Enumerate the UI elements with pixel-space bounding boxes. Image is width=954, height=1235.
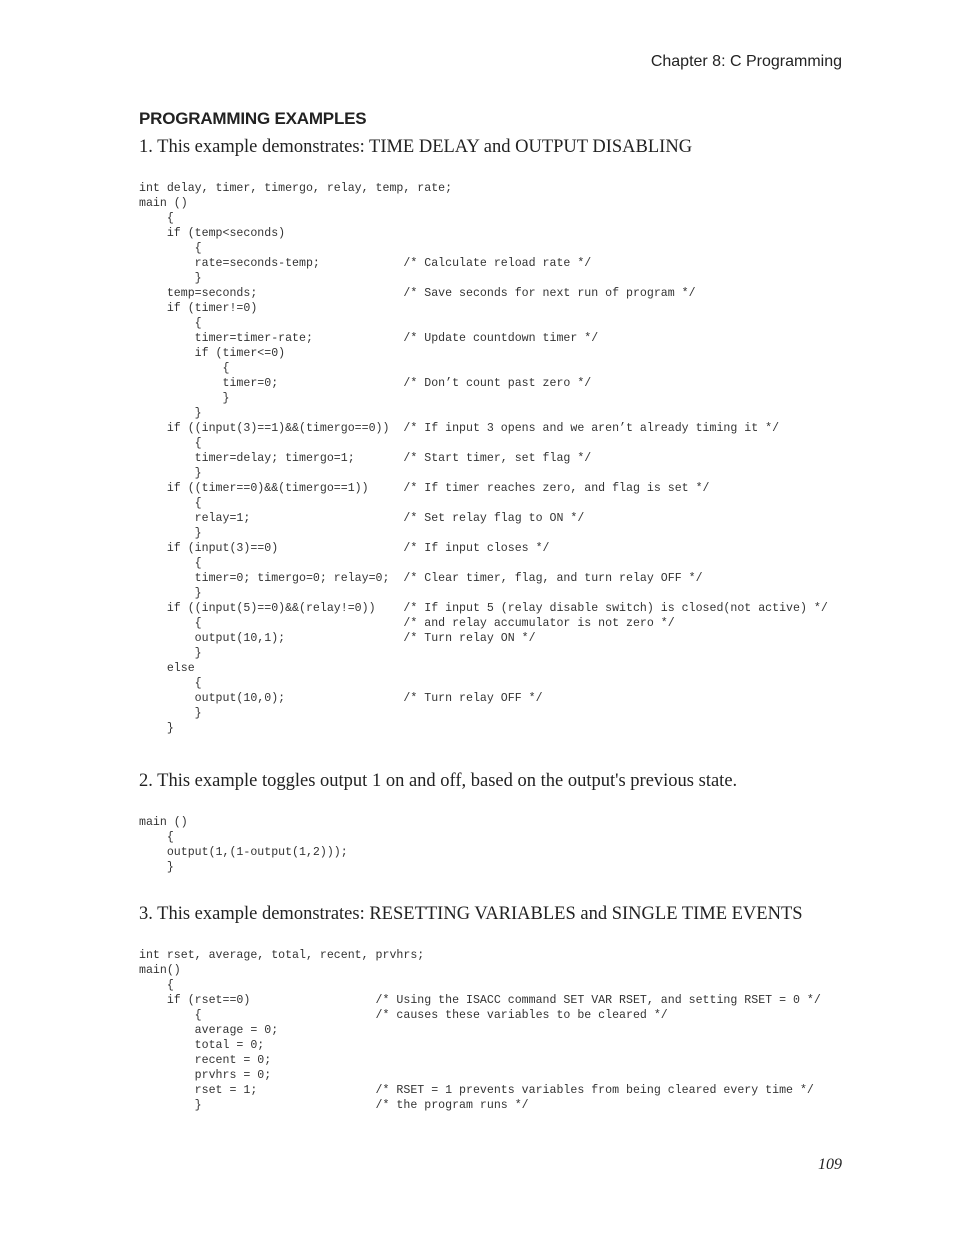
- page-number: 109: [818, 1156, 842, 1173]
- example-1-code-block: int delay, timer, timergo, relay, temp, rate; main () { if (temp<seconds) { rate=seconds-temp; /* Calculate reload rate */ } temp=seconds; /* Save seconds for next run of program */ if (timer!=0) { timer=timer-rate; /* Update countdown timer */ if (timer<=0) { timer=0; /* Don’t count past zero */ } } if ((input(3)==1)&&(timergo==0)) /* If input 3 opens and we aren’t already timing it */ { timer=delay; timergo=1; /* Start timer, set flag */ } if ((timer==0)&&(timergo==1)) /* If timer reaches zero, and flag is set */ { relay=1; /* Set relay flag to ON */ } if (input(3)==0) /* If input closes */ { timer=0; timergo=0; relay=0; /* Clear timer, flag, and turn relay OFF */ } if ((input(5)==0)&&(relay!=0)) /* If input 5 (relay disable switch) is closed(not active) */ { /* and relay accumulator is not zero */ output(10,1); /* Turn relay ON */ } else { output(10,0); /* Turn relay OFF */ } }: [139, 182, 828, 735]
- running-header: Chapter 8: C Programming: [650, 53, 842, 70]
- example-2-heading: 2. This example toggles output 1 on and off, based on the output's previous state.: [139, 771, 738, 791]
- example-3-heading: 3. This example demonstrates: RESETTING VARIABLES and SINGLE TIME EVENTS: [139, 904, 803, 924]
- example-1-heading: 1. This example demonstrates: TIME DELAY and OUTPUT DISABLING: [139, 137, 693, 157]
- example-3-code-block: int rset, average, total, recent, prvhrs; main() { if (rset==0) /* Using the ISACC command SET VAR RSET, and setting RSET = 0 */ { /* causes these variables to be cleared */ average = 0; total = 0; recent = 0; prvhrs = 0; rset = 1; /* RSET = 1 prevents variables from being cleared every time */ } /* the program runs */: [139, 949, 821, 1112]
- example-2-code-block: main () { output(1,(1-output(1,2))); }: [139, 816, 348, 874]
- section-title: PROGRAMMING EXAMPLES: [139, 109, 367, 128]
